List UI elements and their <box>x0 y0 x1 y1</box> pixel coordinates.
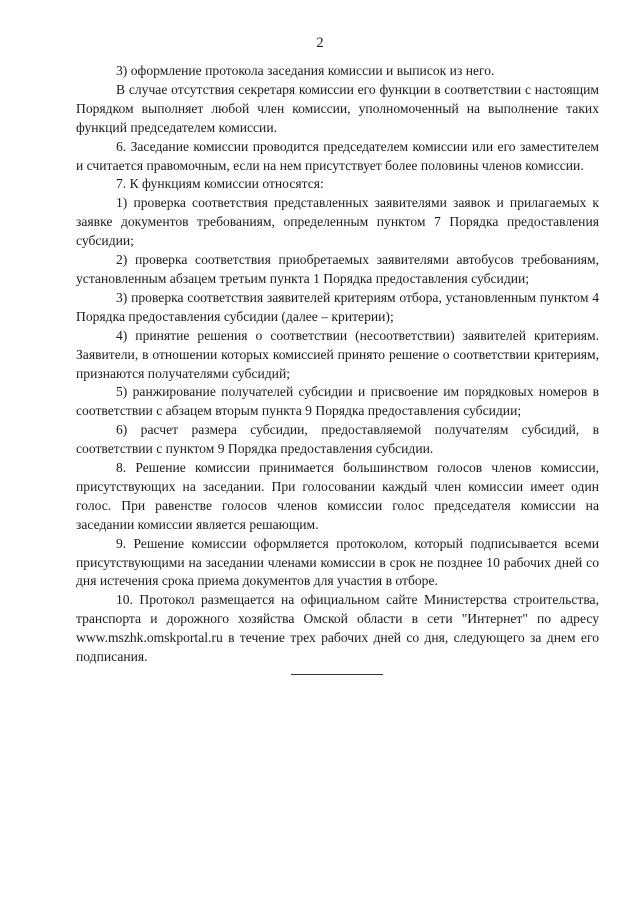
paragraph-7-3: 3) проверка соответствия заявителей критериям отбора, установленным пунктом 4 Порядка предоставления субсидии (далее – критерии); <box>76 289 599 324</box>
paragraph-7-functions: 7. К функциям комиссии относятся: <box>116 176 324 192</box>
paragraph-6-meeting: 6. Заседание комиссии проводится председателем комиссии или его заместителем и считается правомочным, если на нем присутствует более половины членов комиссии. <box>76 138 599 173</box>
page-number: 2 <box>316 35 324 51</box>
paragraph-8-decision: 8. Решение комиссии принимается большинством голосов членов комиссии, присутствующих на заседании. При голосовании каждый член комиссии имеет один голос. При равенстве голосов членов комиссии голос председателя комиссии на заседании комиссии является решающим. <box>76 460 599 532</box>
paragraph-7-5: 5) ранжирование получателей субсидии и присвоение им порядковых номеров в соответствии с абзацем вторым пункта 9 Порядка предоставления субсидии; <box>76 384 599 419</box>
paragraph-9-protocol: 9. Решение комиссии оформляется протоколом, который подписывается всеми присутствующими на заседании членами комиссии в срок не позднее 10 рабочих дней со дня истечения срока приема документов для участия в отборе. <box>76 535 599 589</box>
paragraph-7-1: 1) проверка соответствия представленных заявителями заявок и прилагаемых к заявке документов требованиям, определенным пунктом 7 Порядка предоставления субсидии; <box>76 195 599 249</box>
paragraph-7-4: 4) принятие решения о соответствии (несоответствии) заявителей критериям. Заявители, в отношении которых комиссией принято решение о соответствии критериям, признаются получателями субсидий; <box>76 327 599 381</box>
document-body <box>76 62 599 667</box>
paragraph-3-protocol: 3) оформление протокола заседания комиссии и выписок из него. <box>116 63 495 78</box>
paragraph-10-publication: 10. Протокол размещается на официальном сайте Министерства строительства, транспорта и дорожного хозяйства Омской области в сети "Интернет" по адресу www.mszhk.omskportal.ru в течение трех рабочих дней со дня, следующего за днем его подписания. <box>76 592 599 665</box>
paragraph-7-6: 6) расчет размера субсидии, предоставляемой получателям субсидий, в соответствии с пунктом 9 Порядка предоставления субсидии. <box>76 422 599 457</box>
paragraph-7-2: 2) проверка соответствия приобретаемых заявителями автобусов требованиям, установленным абзацем третьим пункта 1 Порядка предоставления субсидии; <box>76 252 599 286</box>
end-divider-line <box>291 674 383 675</box>
paragraph-secretary-absence: В случае отсутствия секретаря комиссии его функции в соответствии с настоящим Порядком выполняет любой член комиссии, уполномоченный на выполнение таких функций председателем комиссии. <box>76 81 599 135</box>
